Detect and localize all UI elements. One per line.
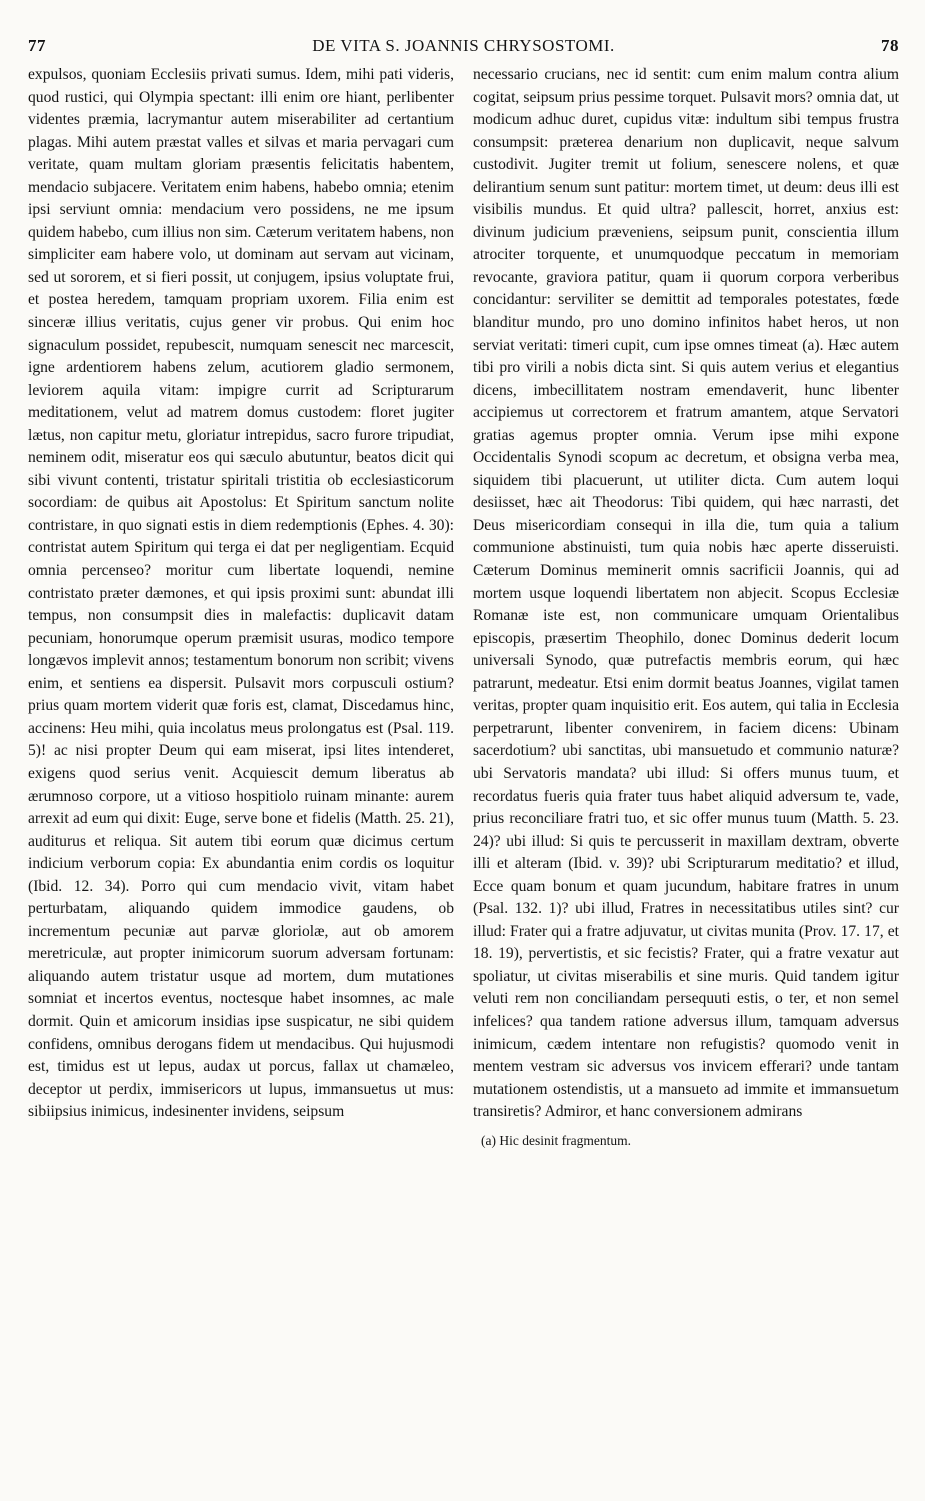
footnote: (a) Hic desinit fragmentum.: [481, 1132, 631, 1148]
right-column-text: necessario crucians, nec id sentit: cum enim malum contra alium cogitat, seipsum prius pessime torquet. Pulsavit mors? omnia dat, ut modicum adhuc duret, cupidus vitæ: indultum sibi tempus frustra consumpsit: præterea denarium non duplicavit, neque salvum custodivit. Jugiter tremit ut folium, senescere nolens, et quæ delirantium senum sunt patitur: mortem timet, ut deum: deus illi est visibilis mundus. Et quid ultra? pallescit, horret, anxius est: divinum judicium præveniens, seipsum punit, conscientia illum atrociter torquente, et unumquodque peccatum in memoriam revocante, graviora patitur, quam ii quorum corpora verberibus concidantur: serviliter se demittit ad temporales potestates, fœde blanditur mundo, pro uno domino infinitos habet heros, ut non serviat veritati: timeri cupit, cum ipse omnes timeat (a). Hæc autem tibi pro virili a nobis dicta sint. Si quis autem verius et elegantius dicens, imbecillitatem nostram emendaverit, hunc libenter accipiemus ut correctorem et fratrum amantem, atque Servatori gratias agemus propter omnia. Verum ipse mihi expone Occidentalis Synodi scopum ac decretum, et obsigna verba mea, siquidem tibi placuerunt, ut utiliter dicta. Cum autem loqui desiisset, hæc ait Theodorus: Tibi quidem, qui hæc narrasti, det Deus misericordiam consequi in illa die, tum quia a talium communione abstinuisti, tum quia nobis hæc aperte disseruisti. Cæterum Dominus meminerit omnis sacrificii Joannis, qui ad mortem usque loquendi libertatem non abjecit. Scopus Ecclesiæ Romanæ iste est, non communicare umquam Orientalibus episcopis, præsertim Theophilo, donec Dominus dederit locum universali Synodo, quæ putrefactis membris eorum, qui hæc patrarunt, medeatur. Etsi enim dormit beatus Joannes, vigilat tamen veritas, propter quam inquisitio erit. Eos autem, qui talia in Ecclesia perpetrarunt, libenter convenirem, in faciem dicens: Ubinam sacerdotium? ubi sanctitas, ubi mansuetudo et communio naturæ? ubi Servatoris mandata? ubi illud: Si offers munus tuum, et recordatus fueris quia frater tuus habet aliquid adversum te, vade, prius reconciliare fratri tuo, et sic offer munus tuum (Matth. 5. 23. 24)? ubi illud: Si quis te percusserit in maxillam dextram, obverte illi et alteram (Ibid. v. 39)? ubi Scripturarum meditatio? et illud, Ecce quam bonum et quam jucundum, habitare fratres in unum (Psal. 132. 1)? ubi illud, Fratres in necessitatibus utiles sint? cur illud: Frater qui a fratre adjuvatur, ut civitas munita (Prov. 17. 17, et 18. 19), pervertistis, et sic fecistis? Frater, qui a fratre vexatur aut spoliatur, ut civitas miserabilis et sine muris. Quid tandem igitur veluti rem non conciliandam persequuti estis, o ter, et non semel infelices? qua tandem ratione adversus illum, tamquam adversus inimicum, cædem intentare non refugistis? quomodo venit in mentem vestram sic adversus vos invicem efferari? unde tantam mutationem ostendistis, ut a mansueto ad immite et immansuetum transiretis? Admiror, et hanc conversionem admirans: [473, 66, 899, 1121]
page-number-right: 78: [881, 36, 899, 55]
running-header: [28, 36, 899, 62]
right-column: [473, 64, 899, 1464]
page-number-left: 77: [28, 36, 46, 55]
left-column: [28, 64, 454, 1464]
text-columns: [28, 64, 899, 1464]
left-column-text: expulsos, quoniam Ecclesiis privati sumus. Idem, mihi pati videris, quod rustici, qui Olympia spectant: illi enim ore hiant, perlibenter videntes præmia, lacrymantur autem miserabiliter ad certantium plagas. Mihi autem præstat valles et silvas et maria pervagari cum veritate, quam multam gloriam præsentis felicitatis habentem, mendacio subjacere. Veritatem enim habens, habebo omnia; etenim ipsi serviunt omnia: mendacium vero possidens, ne me ipsum quidem habebo, cum illius non sim. Cæterum veritatem habens, non simpliciter eam habere volo, ut dominam aut servam aut vicinam, sed ut sororem, et si fieri possit, ut conjugem, ipsius voluptate frui, et postea heredem, tamquam propriam uxorem. Filia enim est sinceræ illius veritatis, cujus gener vir probus. Qui enim hoc signaculum possidet, repubescit, numquam senescit nec marcescit, igne ardentiorem habens zelum, acutiorem gladio sermonem, leviorem aquila vitam: impigre currit ad Scripturarum meditationem, velut ad matrem domus custodem: floret jugiter lætus, non capitur metu, gloriatur intrepidus, sacro furore tripudiat, neminem odit, miseratur eos qui sæculo abutuntur, beatos dicit qui sibi vivunt contenti, tristatur spiritali tristitia ob ecclesiasticorum socordiam: de quibus ait Apostolus: Et Spiritum sanctum nolite contristare, in quo signati estis in diem redemptionis (Ephes. 4. 30): contristat autem Spiritum qui terga ei dat per negligentiam. Ecquid omnia percenseo? moritur cum libertate loquendi, nemine contristato præter dæmones, et qui ipsis proximi sunt: abundat illi tempus, non consumpsit dies in malefactis: duplicavit datam pecuniam, honorumque operum præmisit usuras, modico tempore longævos implevit annos; testamentum bonorum non scribit; vivens enim, et sentiens ea dispersit. Pulsavit mors corpusculi ostium? prius quam mortem viderit quæ foris est, clamat, Discedamus hinc, accinens: Heu mihi, quia incolatus meus prolongatus est (Psal. 119. 5)! ac nisi propter Deum qui eam miserat, ipsi lites intenderet, exigens quod serius venit. Acquiescit demum liberatus ab ærumnoso corpore, ut a vitioso hospitiolo ruinam minante: aurem arrexit ad eum qui dixit: Euge, serve bone et fidelis (Matth. 25. 21), auditurus et reliqua. Sit autem tibi eorum quæ dicimus certum indicium verborum copia: Ex abundantia enim cordis os loquitur (Ibid. 12. 34). Porro qui cum mendacio vivit, vitam habet perturbatam, aliquando quidem immodice gaudens, ob incrementum pecuniæ aut parvæ gloriolæ, aut ob amorem meretriculæ, aut propter inimicorum suorum adversam fortunam: aliquando autem tristatur usque ad mortem, dum mutationes somniat et incertos eventus, noctesque habet insomnes, ac male dormit. Quin et amicorum insidias ipse suspicatur, ne sibi quidem confidens, omnibus derogans fidem ut mendacibus. Qui hujusmodi est, timidus est ut lepus, audax ut porcus, fallax ut chamæleo, deceptor ut perdix, immisericors ut lupus, immansuetus ut mus: sibiipsius inimicus, indesinenter invidens, seipsum: [28, 66, 454, 1121]
running-title: DE VITA S. JOANNIS CHRYSOSTOMI.: [312, 36, 615, 55]
